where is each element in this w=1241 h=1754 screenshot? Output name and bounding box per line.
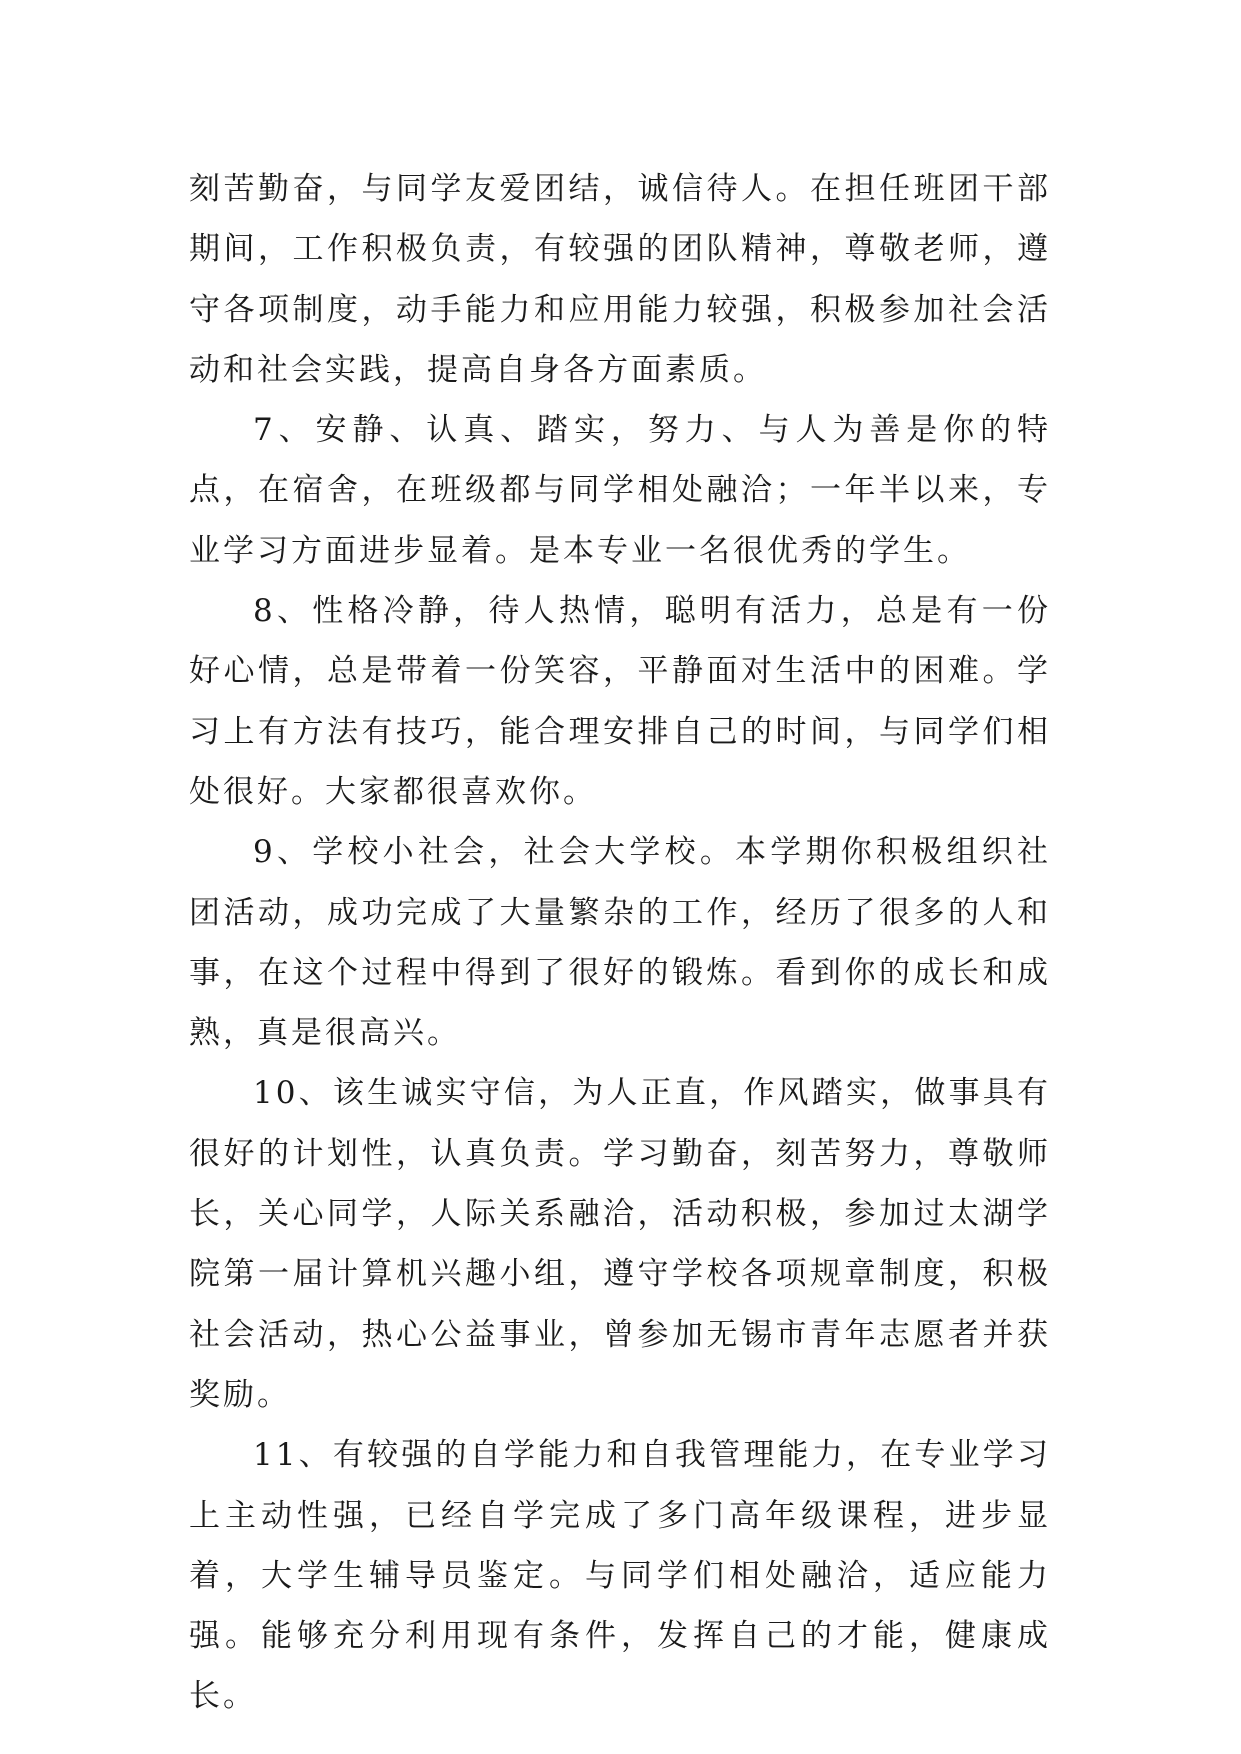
paragraph-item-8: 8、性格冷静，待人热情，聪明有活力，总是有一份好心情，总是带着一份笑容，平静面对生活中的困难。学习上有方法有技巧，能合理安排自己的时间，与同学们相处很好。大家都很喜欢你。 [189,593,1051,810]
paragraph-continuation: 刻苦勤奋，与同学友爱团结，诚信待人。在担任班团干部期间，工作积极负责，有较强的团队精神，尊敬老师，遵守各项制度，动手能力和应用能力较强，积极参加社会活动和社会实践，提高自身各方面素质。 [189,171,1051,388]
document-body [189,159,1051,1727]
paragraph-item-11: 11、有较强的自学能力和自我管理能力，在专业学习上主动性强，已经自学完成了多门高年级课程，进步显着，大学生辅导员鉴定。与同学们相处融洽，适应能力强。能够充分利用现有条件，发挥自己的才能，健康成长。 [189,1437,1051,1715]
paragraph-item-7: 7、安静、认真、踏实，努力、与人为善是你的特点，在宿舍，在班级都与同学相处融洽；一年半以来，专业学习方面进步显着。是本专业一名很优秀的学生。 [189,412,1051,569]
paragraph-item-10: 10、该生诚实守信，为人正直，作风踏实，做事具有很好的计划性，认真负责。学习勤奋，刻苦努力，尊敬师长，关心同学，人际关系融洽，活动积极，参加过太湖学院第一届计算机兴趣小组，遵守学校各项规章制度，积极社会活动，热心公益事业，曾参加无锡市青年志愿者并获奖励。 [189,1075,1051,1413]
paragraph-item-9: 9、学校小社会，社会大学校。本学期你积极组织社团活动，成功完成了大量繁杂的工作，经历了很多的人和事，在这个过程中得到了很好的锻炼。看到你的成长和成熟，真是很高兴。 [189,834,1051,1052]
